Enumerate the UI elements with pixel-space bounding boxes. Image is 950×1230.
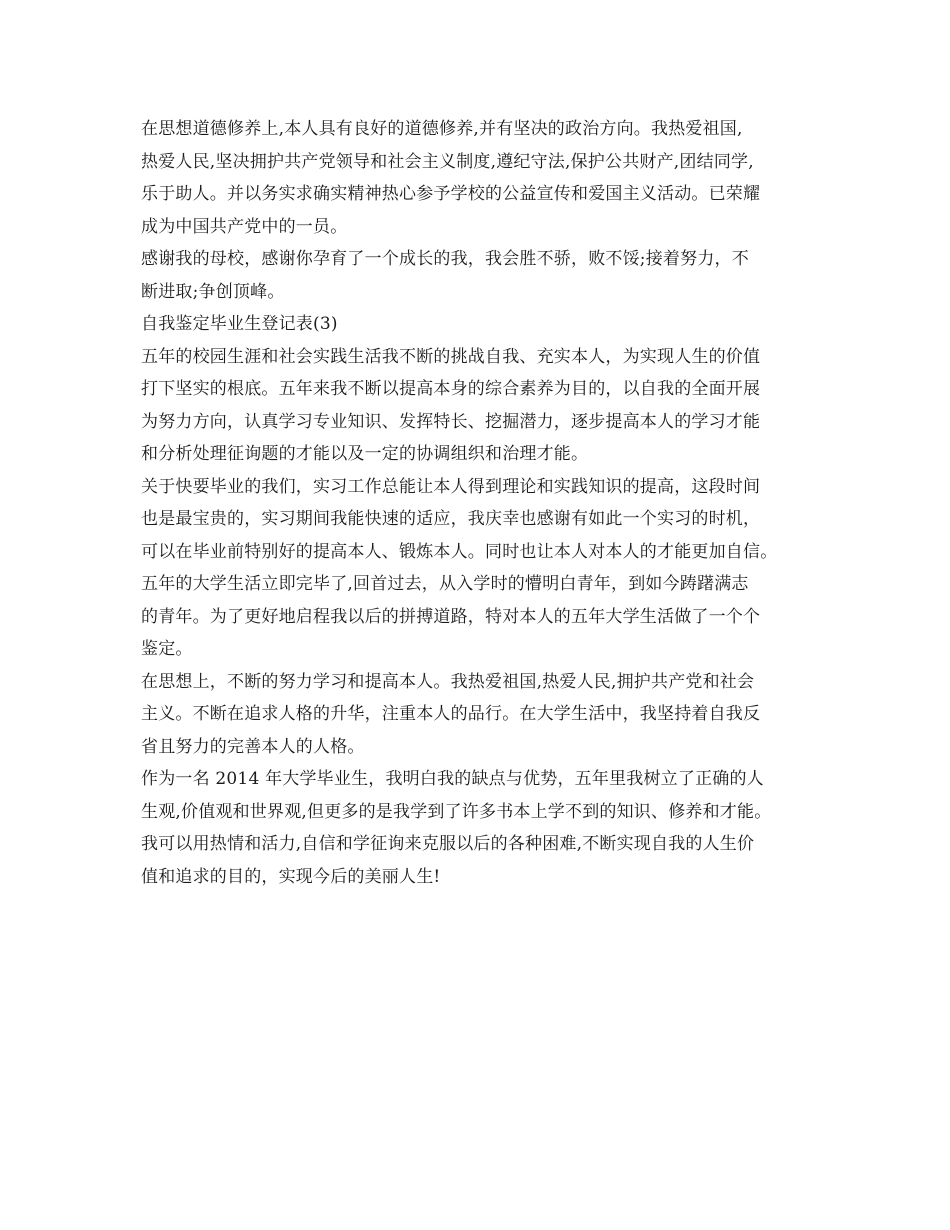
- text-line: 值和追求的目的，实现今后的美丽人生!: [141, 866, 441, 887]
- text-line: 也是最宝贵的，实习期间我能快速的适应，我庆幸也感谢有如此一个实习的时机，: [141, 509, 761, 529]
- text-line: 在思想道德修养上,本人具有良好的道德修养,并有坚决的政治方向。我热爱祖国,: [141, 119, 743, 139]
- text-line: 为努力方向，认真学习专业知识、发挥特长、挖掘潜力，逐步提高本人的学习才能: [141, 411, 761, 432]
- text-line: 我可以用热情和活力,自信和学征询来克服以后的各种困难,不断实现自我的人生价: [141, 834, 755, 854]
- text-line: 五年的大学生活立即完毕了,回首过去，从入学时的懵明白青年，到如今踌躇满志: [141, 574, 749, 594]
- text-line: 打下坚实的根底。五年来我不断以提高本身的综合素养为目的，以自我的全面开展: [141, 379, 761, 399]
- text-line: 作为一名 2014 年大学毕业生，我明白我的缺点与优势，五年里我树立了正确的人: [141, 769, 764, 789]
- text-line: 主义。不断在追求人格的升华，注重本人的品行。在大学生活中，我坚持着自我反: [141, 704, 761, 724]
- text-line: 关于快要毕业的我们，实习工作总能让本人得到理论和实践知识的提高，这段时间: [141, 476, 761, 497]
- document-body: [141, 113, 821, 893]
- text-line: 省且努力的完善本人的人格。: [141, 736, 365, 757]
- text-line: 生观,价值观和世界观,但更多的是我学到了许多书本上学不到的知识、修养和才能。: [141, 801, 772, 822]
- text-line: 感谢我的母校，感谢你孕育了一个成长的我，我会胜不骄，败不馁;接着努力，不: [141, 249, 749, 269]
- text-line: 五年的校园生涯和社会实践生活我不断的挑战自我、充实本人，为实现人生的价值: [141, 346, 761, 367]
- text-line: 在思想上，不断的努力学习和提高本人。我热爱祖国,热爱人民,拥护共产党和社会: [141, 671, 755, 692]
- text-line: 的青年。为了更好地启程我以后的拼搏道路，特对本人的五年大学生活做了一个个: [141, 606, 761, 627]
- text-line: 成为中国共产党中的一员。: [141, 216, 348, 237]
- text-line: 鉴定。: [141, 639, 193, 659]
- text-line: 可以在毕业前特别好的提高本人、锻炼本人。同时也让本人对本人的才能更加自信。: [141, 541, 778, 562]
- text-line: 热爱人民,坚决拥护共产党领导和社会主义制度,遵纪守法,保护公共财产,团结同学,: [141, 151, 754, 172]
- text-line: 和分析处理征询题的才能以及一定的协调组织和治理才能。: [141, 444, 589, 464]
- section-heading: 自我鉴定毕业生登记表(3): [141, 314, 338, 334]
- text-line: 乐于助人。并以务实求确实精神热心参予学校的公益宣传和爱国主义活动。已荣耀: [141, 184, 761, 204]
- text-line: 断进取;争创顶峰。: [141, 281, 285, 302]
